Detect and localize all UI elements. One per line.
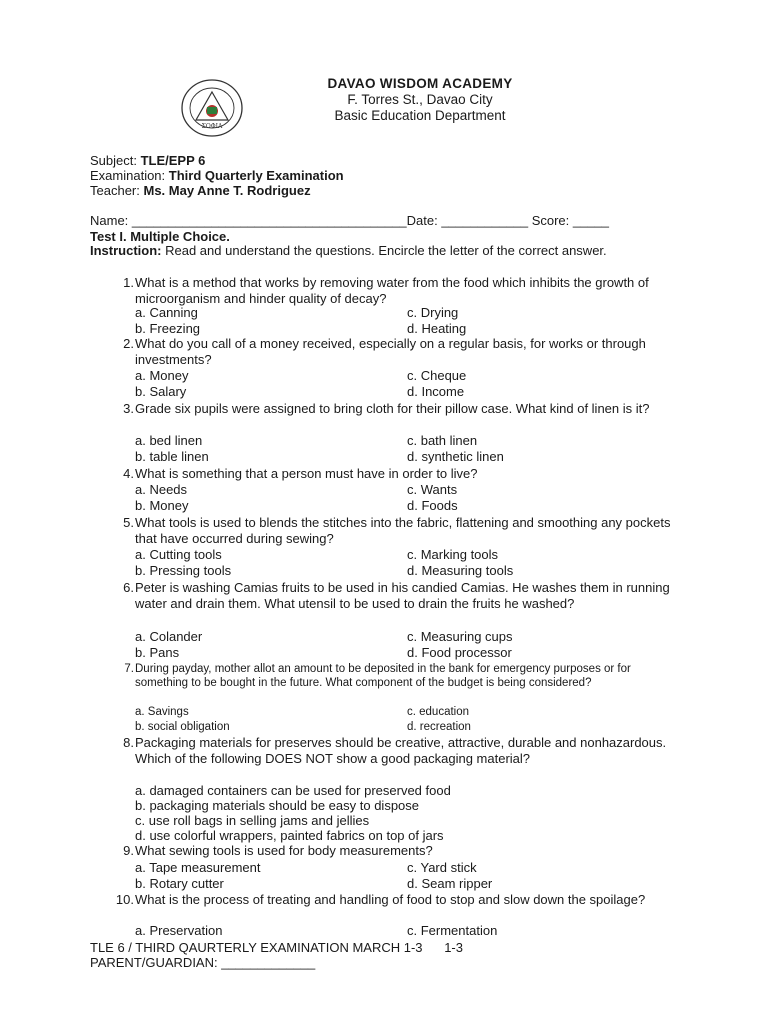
question-number: 10. xyxy=(115,892,134,907)
choice-c: c. use roll bags in selling jams and jellies xyxy=(135,813,370,828)
choice-b: b. Freezing xyxy=(135,321,201,336)
choice-c: c. Marking tools xyxy=(407,547,499,562)
question-text: What is something that a person must have in order to live? xyxy=(135,466,478,481)
school-seal-logo xyxy=(180,78,244,138)
question-number: 6. xyxy=(123,580,134,595)
school-department: Basic Education Department xyxy=(334,108,506,123)
school-name: DAVAO WISDOM ACADEMY xyxy=(327,76,513,91)
question-number: 9. xyxy=(123,843,134,858)
exam-value: Third Quarterly Examination xyxy=(168,168,344,183)
choice-a: a. Money xyxy=(135,368,189,383)
choice-d: d. synthetic linen xyxy=(407,449,504,464)
question-text: What is a method that works by removing water from the food which inhibits the growth of microorganism and hinder quality of decay? xyxy=(135,275,649,306)
instruction xyxy=(90,243,678,259)
question-number: 1. xyxy=(123,275,134,290)
question-text: Grade six pupils were assigned to bring cloth for their pillow case. What kind of linen is it? xyxy=(135,401,650,416)
choice-b: b. packaging materials should be easy to dispose xyxy=(135,798,420,813)
subject-label: Subject: xyxy=(90,153,141,168)
question-text: What do you call of a money received, especially on a regular basis, for works or through investments? xyxy=(135,336,646,367)
question-number: 4. xyxy=(123,466,134,481)
teacher-line xyxy=(90,183,344,198)
test-title: Test I. Multiple Choice. xyxy=(90,229,230,244)
name-date-score-line: Name: ______________________________________Date: ____________ Score: _____ xyxy=(90,213,610,228)
choice-a: a. Colander xyxy=(135,629,203,644)
exam-label: Examination: xyxy=(90,168,169,183)
choice-b: b. Rotary cutter xyxy=(135,876,224,891)
choice-c: c. Cheque xyxy=(407,368,467,383)
choice-c: c. Measuring cups xyxy=(407,629,513,644)
choice-b: b. social obligation xyxy=(135,721,230,733)
choice-a: a. damaged containers can be used for preserved food xyxy=(135,783,451,798)
question-number: 5. xyxy=(123,515,134,530)
choice-a: a. Needs xyxy=(135,482,188,497)
instruction-label: Instruction: xyxy=(90,243,162,258)
choice-b: b. Salary xyxy=(135,384,187,399)
choice-c: c. Yard stick xyxy=(407,860,477,875)
footer-parent-line: PARENT/GUARDIAN: _____________ xyxy=(90,955,316,970)
subject-value: TLE/EPP 6 xyxy=(140,153,206,168)
choice-c: c. Wants xyxy=(407,482,458,497)
question-text: Peter is washing Camias fruits to be used in his candied Camias. He washes them in running water and drain them. What utensil to be used to drain the fruits he washed? xyxy=(135,580,670,611)
exam-meta xyxy=(90,153,344,198)
choice-b: b. table linen xyxy=(135,449,209,464)
choice-d: d. Foods xyxy=(407,498,458,513)
choice-c: c. Fermentation xyxy=(407,923,498,938)
instruction-text: Read and understand the questions. Encircle the letter of the correct answer. xyxy=(161,243,607,258)
choice-d: d. Food processor xyxy=(407,645,512,660)
seal-text: ΣΟΦΙΑ xyxy=(201,123,223,130)
school-header xyxy=(180,76,620,136)
choice-d: d. Measuring tools xyxy=(407,563,514,578)
choice-c: c. bath linen xyxy=(407,433,478,448)
choice-d: d. Heating xyxy=(407,321,467,336)
choice-a: a. Canning xyxy=(135,305,198,320)
question-number: 7. xyxy=(124,663,134,675)
choice-c: c. Drying xyxy=(407,305,459,320)
exam-line xyxy=(90,168,344,183)
question-number: 3. xyxy=(123,401,134,416)
choice-c: c. education xyxy=(407,706,470,718)
school-address: F. Torres St., Davao City xyxy=(347,92,493,107)
choice-a: a. Savings xyxy=(135,706,189,718)
question-text: What is the process of treating and handling of food to stop and slow down the spoilage? xyxy=(135,892,646,907)
choice-b: b. Pans xyxy=(135,645,180,660)
question-number: 8. xyxy=(123,735,134,750)
choice-d: d. Income xyxy=(407,384,465,399)
choice-d: d. use colorful wrappers, painted fabrics on top of jars xyxy=(135,828,444,843)
teacher-value: Ms. May Anne T. Rodriguez xyxy=(143,183,311,198)
footer-exam-line: TLE 6 / THIRD QAURTERLY EXAMINATION MARCH 1-3 1-3 xyxy=(90,940,463,955)
choice-b: b. Money xyxy=(135,498,189,513)
question-text: During payday, mother allot an amount to be deposited in the bank for emergency purposes or for something to be bought in the future. What component of the budget is being considered? xyxy=(135,663,631,689)
choice-b: b. Pressing tools xyxy=(135,563,232,578)
choice-a: a. Tape measurement xyxy=(135,860,261,875)
teacher-label: Teacher: xyxy=(90,183,144,198)
question-number: 2. xyxy=(123,336,134,351)
question-text: What sewing tools is used for body measurements? xyxy=(135,843,433,858)
page-footer xyxy=(90,940,463,970)
question-text: What tools is used to blends the stitches into the fabric, flattening and smoothing any pockets that have occurred during sewing? xyxy=(135,515,671,546)
choice-a: a. Cutting tools xyxy=(135,547,222,562)
school-info xyxy=(240,76,600,124)
question-text: Packaging materials for preserves should be creative, attractive, durable and nonhazardous. Which of the following DOES NOT show a good packaging material? xyxy=(135,735,667,766)
subject-line xyxy=(90,153,344,168)
choice-a: a. bed linen xyxy=(135,433,203,448)
choice-a: a. Preservation xyxy=(135,923,223,938)
choice-d: d. Seam ripper xyxy=(407,876,493,891)
choice-d: d. recreation xyxy=(407,721,471,733)
